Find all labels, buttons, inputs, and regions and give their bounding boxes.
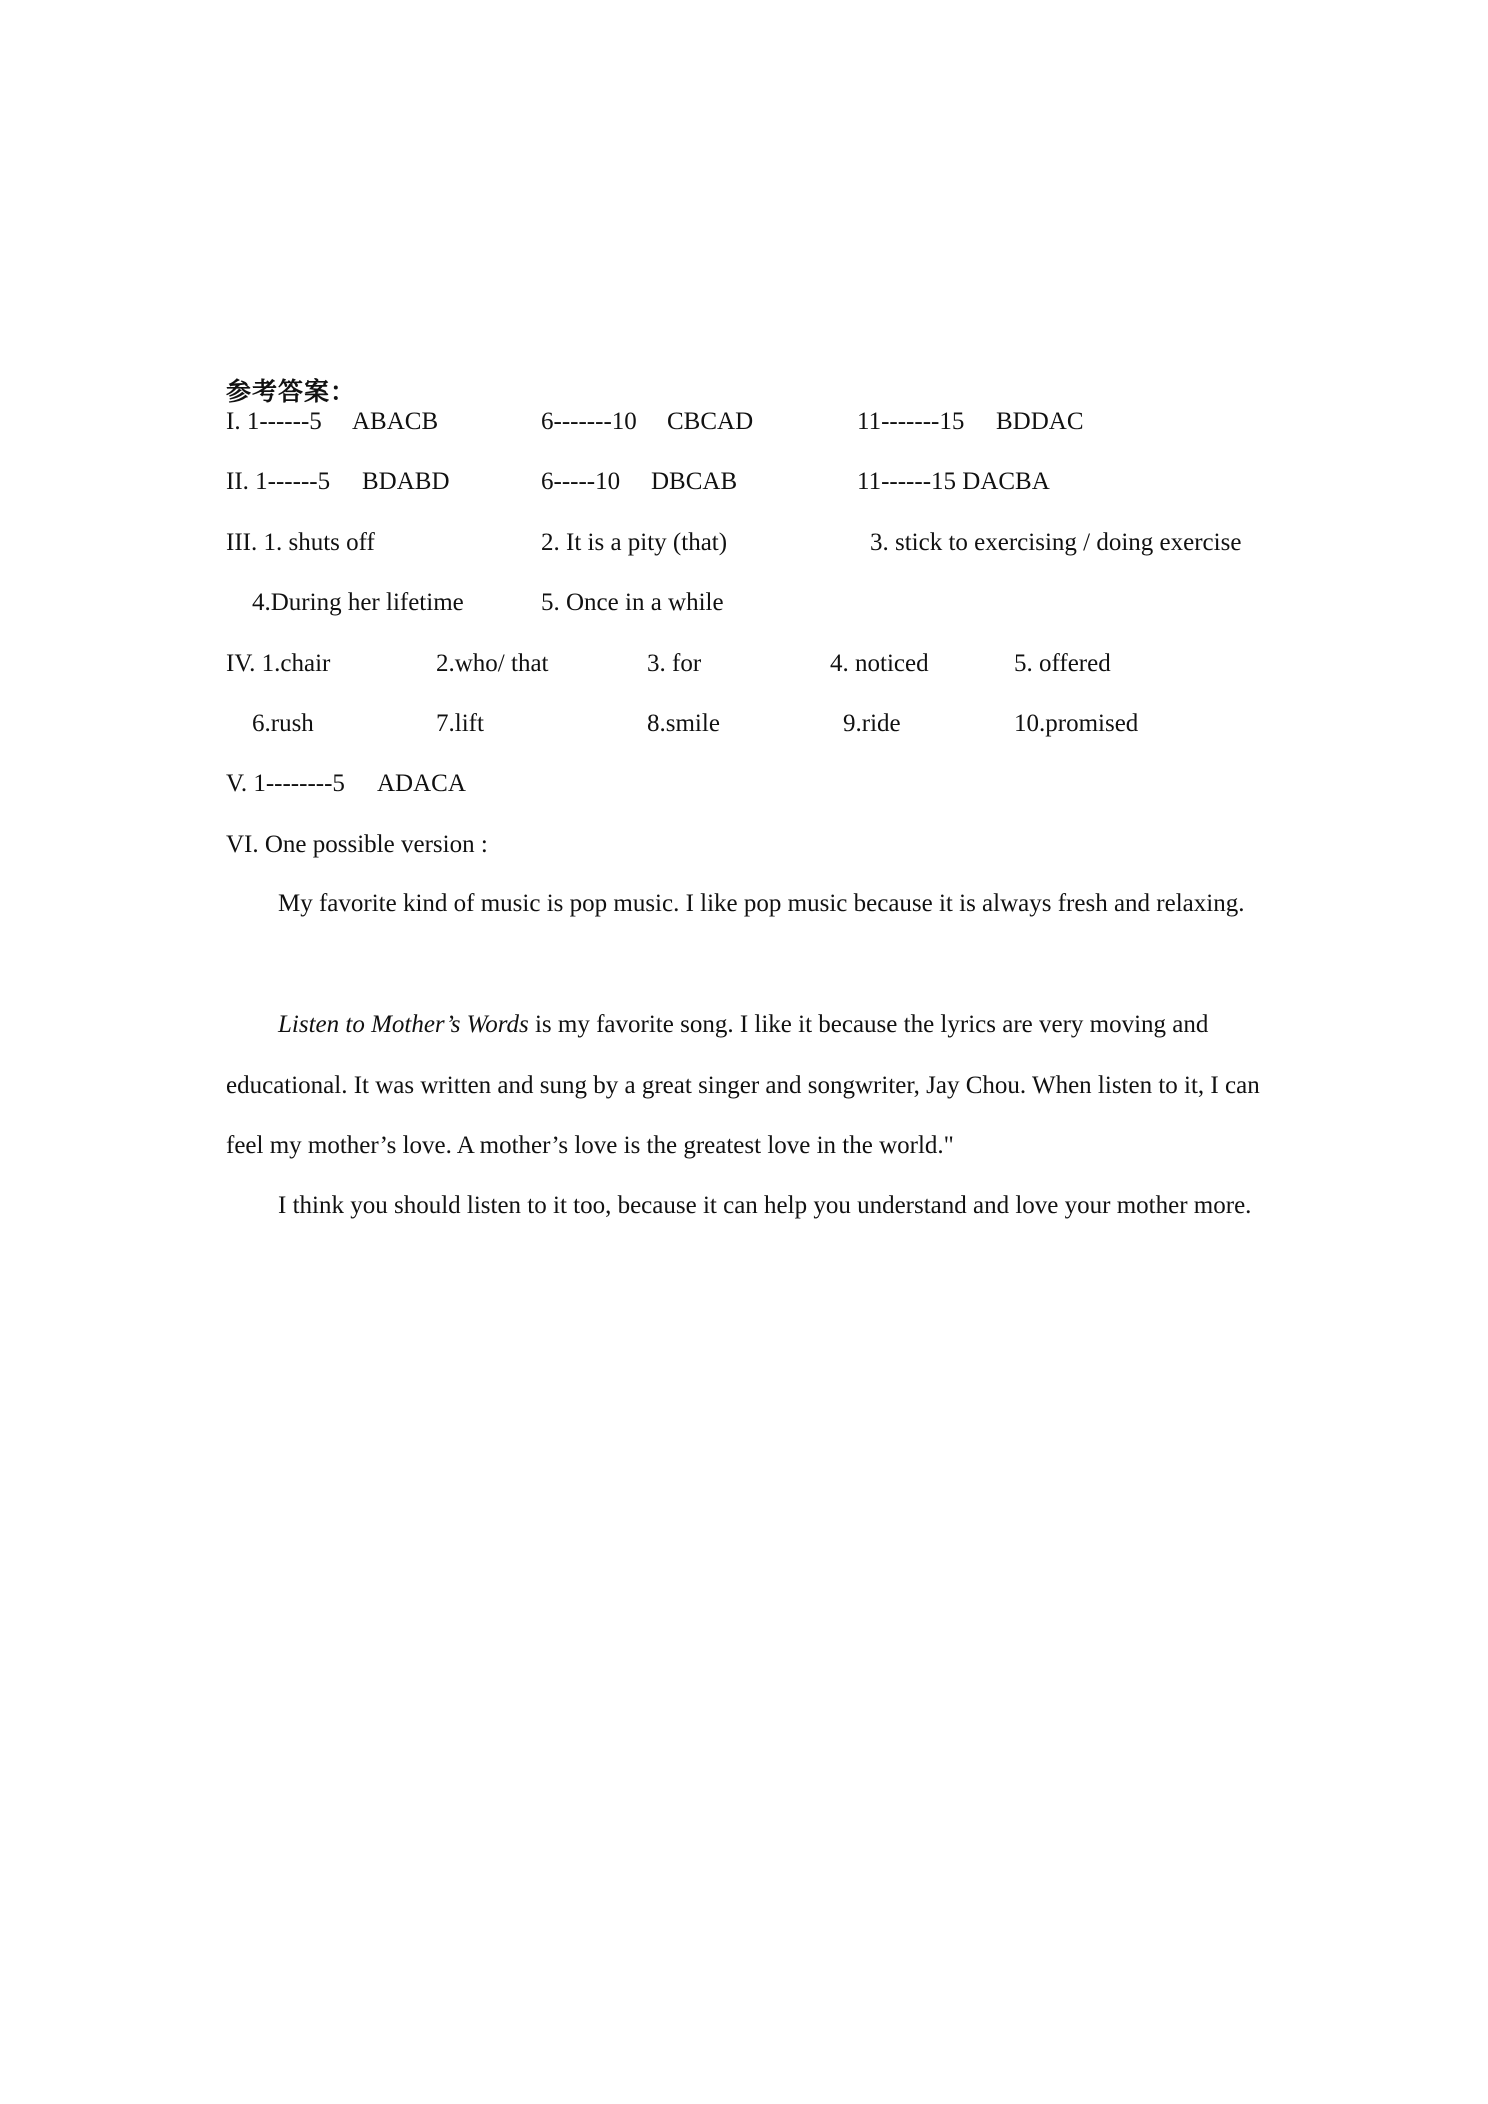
- section-2-answers-1-5: BDABD: [362, 468, 450, 495]
- section-4-item-1: IV. 1.chair: [226, 650, 331, 677]
- section-2-answers-11-15: 11------15 DACBA: [857, 468, 1050, 495]
- section-4-item-2: 2.who/ that: [436, 650, 549, 677]
- section-4-item-10: 10.promised: [1014, 710, 1139, 737]
- section-5-answers: ADACA: [377, 770, 466, 797]
- section-6-label: VI. One possible version :: [226, 831, 488, 858]
- section-1-answers-1-5: ABACB: [352, 408, 439, 435]
- section-3-item-4: 4.During her lifetime: [252, 589, 464, 616]
- essay-paragraph-2-text: is my favorite song. I like it because the lyrics are very moving and educational. It was written and sung by a great singer and songwriter, Jay Chou. When listen to it, I can feel my mother’s love. A mother’s love is the greatest love in the world.": [226, 1011, 1260, 1159]
- section-4-item-6: 6.rush: [252, 710, 314, 737]
- section-4-item-5: 5. offered: [1014, 650, 1111, 677]
- section-2-answers-6-10: DBCAB: [651, 468, 738, 495]
- section-5-label: V. 1--------5: [226, 770, 345, 797]
- answer-key-heading: 参考答案：: [226, 377, 357, 406]
- essay-paragraph-1: [226, 874, 1266, 935]
- section-1-answers-11-15: BDDAC: [996, 408, 1084, 435]
- song-title: Listen to Mother’s Words: [278, 1011, 529, 1038]
- essay-paragraph-3: [226, 1176, 1266, 1237]
- section-4-item-4: 4. noticed: [830, 650, 929, 677]
- section-4-item-8: 8.smile: [647, 710, 720, 737]
- section-1-answers-6-10: CBCAD: [667, 408, 754, 435]
- section-3-item-3: 3. stick to exercising / doing exercise: [870, 529, 1242, 556]
- section-3-item-5: 5. Once in a while: [541, 589, 724, 616]
- section-4-item-9: 9.ride: [843, 710, 901, 737]
- essay-paragraph-3-text: I think you should listen to it too, because it can help you understand and love your mother more.: [278, 1192, 1252, 1219]
- section-1-label: I. 1------5: [226, 408, 322, 435]
- section-1-range-11-15: 11-------15: [857, 408, 965, 435]
- section-1-range-6-10: 6-------10: [541, 408, 637, 435]
- section-2-range-6-10: 6-----10: [541, 468, 621, 495]
- section-3-item-2: 2. It is a pity (that): [541, 529, 728, 556]
- essay-paragraph-2: [226, 995, 1266, 1177]
- essay-paragraph-1-text: My favorite kind of music is pop music. I like pop music because it is always fresh and relaxing.: [278, 890, 1245, 917]
- section-4-item-3: 3. for: [647, 650, 702, 677]
- section-2-label: II. 1------5: [226, 468, 331, 495]
- section-4-item-7: 7.lift: [436, 710, 484, 737]
- section-3-item-1: III. 1. shuts off: [226, 529, 375, 556]
